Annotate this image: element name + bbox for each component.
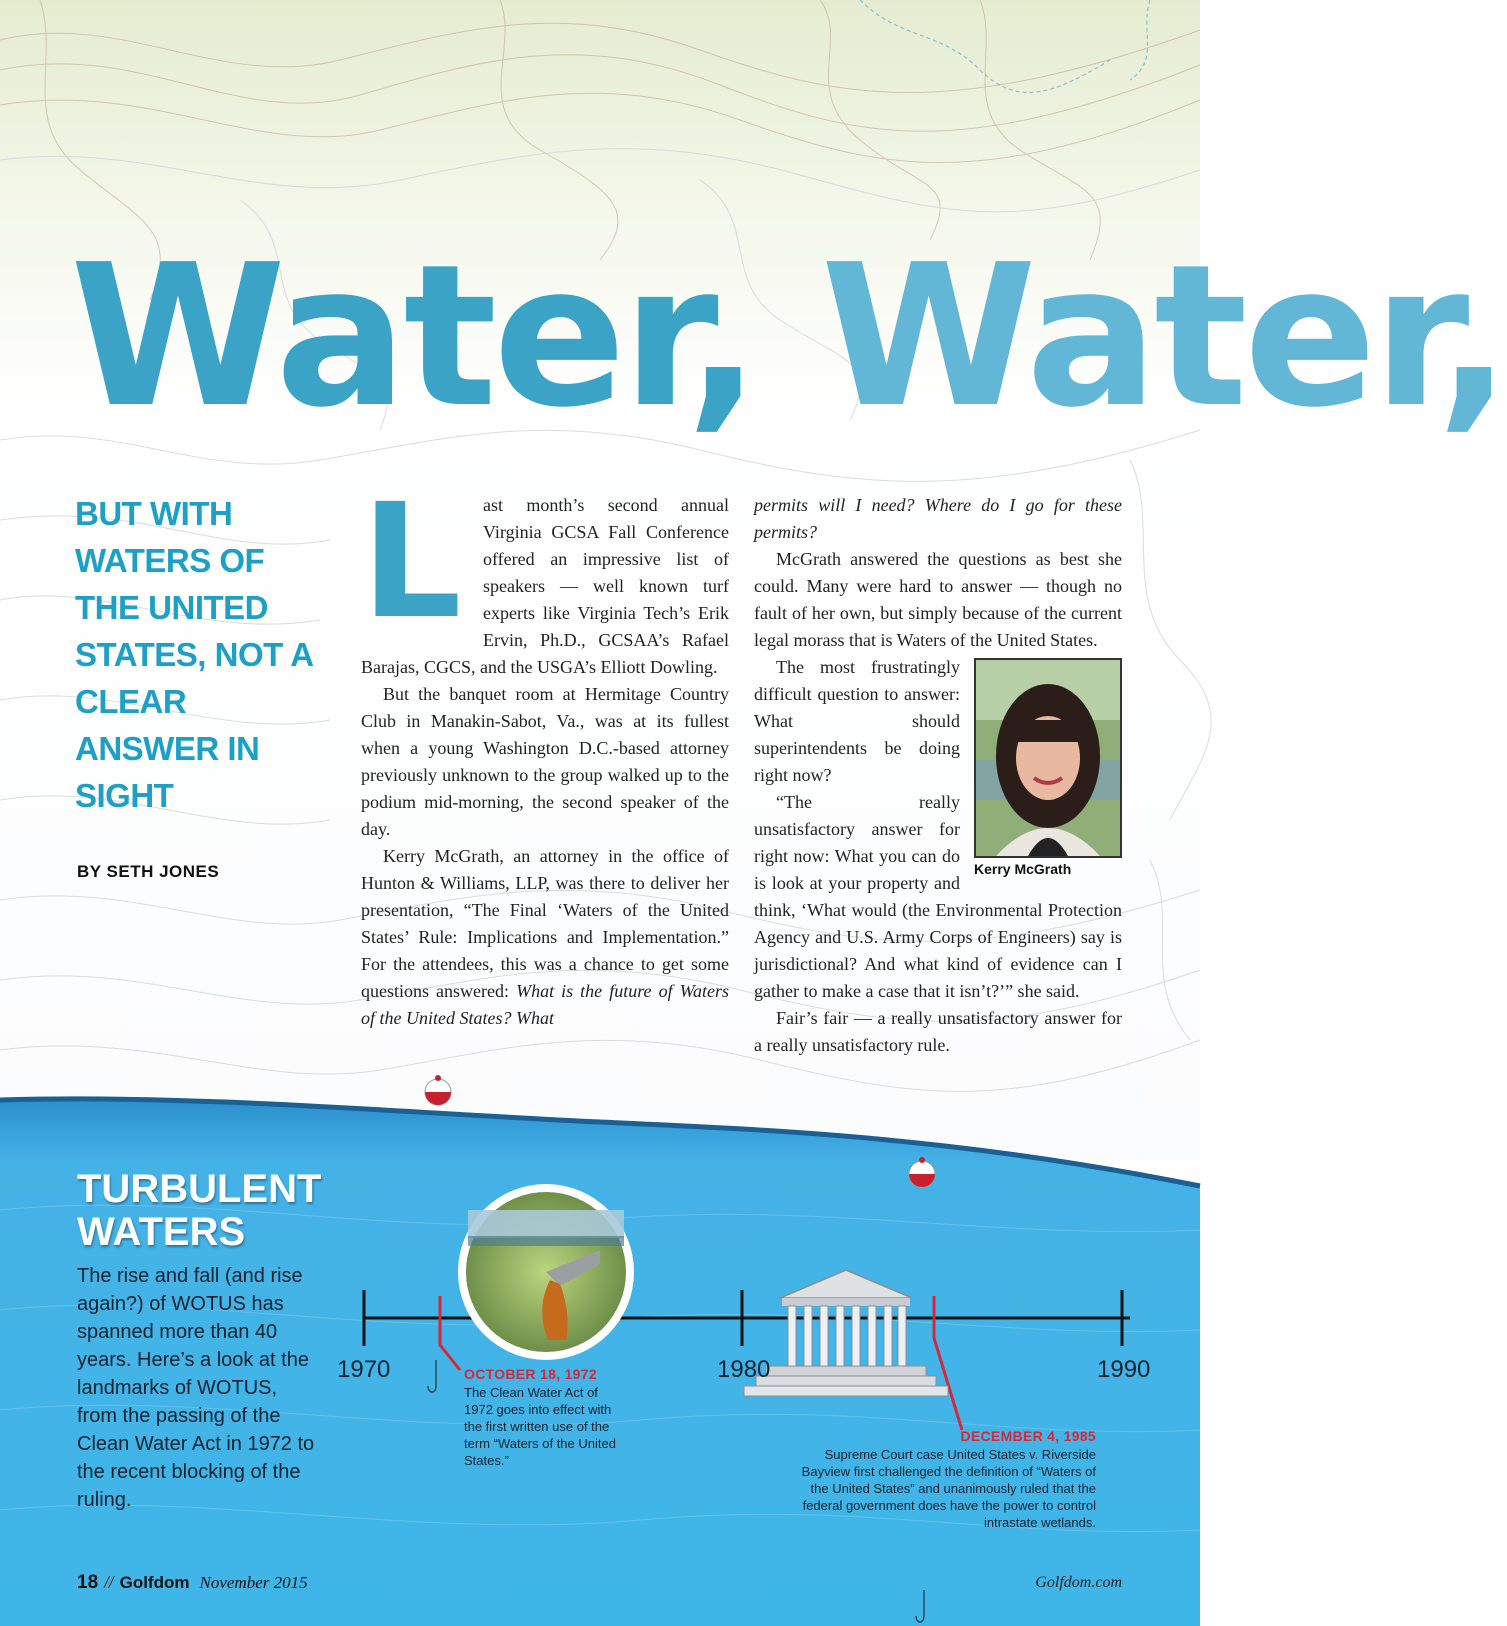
paragraph-3: Kerry McGrath, an attorney in the office of Hunton & Williams, LLP, was there to deliver her presentation, “The Final ‘Waters of the United States’ Rule: Implications and Implementation.” For the attendees, this was a chance to get some questions answered: What is the future of Waters of the United States? What (361, 846, 729, 1028)
paragraph-7: Fair’s fair — a really unsatisfactory answer for a really unsatisfactory rule. (754, 1008, 1122, 1055)
article-column-2 (754, 492, 1122, 1055)
event-date-1985: DECEMBER 4, 1985 (960, 1428, 1096, 1444)
drop-cap: L (361, 470, 462, 654)
sidebar-title: TURBULENT WATERS (77, 1167, 322, 1254)
page-number: 18 (77, 1572, 99, 1593)
sidebar-intro: The rise and fall (and rise again?) of WOTUS has spanned more than 40 years. Here’s a look at the landmarks of WOTUS, from the passing of the Clean Water Act in 1972 to the recent blocking of the ruling. (77, 1265, 315, 1511)
photo-caption: Kerry McGrath (974, 861, 1072, 877)
speaker-photo (974, 658, 1122, 858)
article-deck: BUT WITH WATERS OF THE UNITED STATES, NOT A CLEAR ANSWER IN SIGHT (75, 495, 313, 814)
paragraph-4: McGrath answered the questions as best she could. Many were hard to answer — though no fault of her own, but simply because of the current legal morass that is Waters of the United States. (754, 549, 1122, 650)
drain-pipe-photo (458, 1184, 634, 1360)
speaker-photo-figure (974, 658, 1122, 880)
year-label-1990: 1990 (1097, 1356, 1151, 1383)
paragraph-1: L ast month’s second annual Virginia GCSA Fall Conference offered an impressive list of speakers — well known turf experts like Virginia Tech’s Erik Ervin, Ph.D., GCSAA’s Rafael Barajas, CGCS, and the USGA’s Elliott Dowling. (361, 470, 729, 677)
paragraph-continued: permits will I need? Where do I go for these permits? (754, 495, 1122, 542)
paragraph-6: “The really unsatisfactory answer for right now: What you can do is look at your property and think, ‘What would (the Environmental Protection Agency and U.S. Army Corps of Engineers) say is jurisdictional? And what kind of evidence can I gather to make a case that it isn’t?’” she said. (754, 792, 1122, 1001)
event-text-1972: The Clean Water Act of 1972 goes into effect with the first written use of the term “Waters of the United States.” (464, 1385, 616, 1468)
portrait-illustration (976, 660, 1120, 856)
issue-date: November 2015 (199, 1573, 308, 1592)
paragraph-2: But the banquet room at Hermitage Country Club in Manakin-Sabot, Va., was at its fullest when a young Washington D.C.-based attorney previously unknown to the group walked up to the podium mid-morning, the second speaker of the day. (361, 684, 729, 839)
page-footer (77, 1572, 308, 1594)
headline-word-2: Water, (820, 223, 1507, 451)
magazine-brand: Golfdom (119, 1573, 190, 1592)
website-link[interactable]: Golfdom.com (1035, 1574, 1122, 1591)
paragraph-5: The most frustratingly difficult question to answer: What should superintendents be doing right now? (754, 657, 960, 785)
byline: BY SETH JONES (77, 862, 220, 881)
article-column-1 (361, 470, 729, 1052)
event-text-1985: Supreme Court case United States v. Riverside Bayview first challenged the definition of “Waters of the United States” and unanimously ruled that the federal government does have the power to control intrastate wetlands. (801, 1447, 1096, 1530)
event-date-1972: OCTOBER 18, 1972 (464, 1366, 597, 1382)
headline-word-1: Water, (70, 223, 757, 451)
headline (70, 223, 1507, 451)
footer-separator: // (104, 1573, 114, 1592)
year-label-1970: 1970 (337, 1356, 391, 1383)
year-label-1980: 1980 (717, 1356, 771, 1383)
